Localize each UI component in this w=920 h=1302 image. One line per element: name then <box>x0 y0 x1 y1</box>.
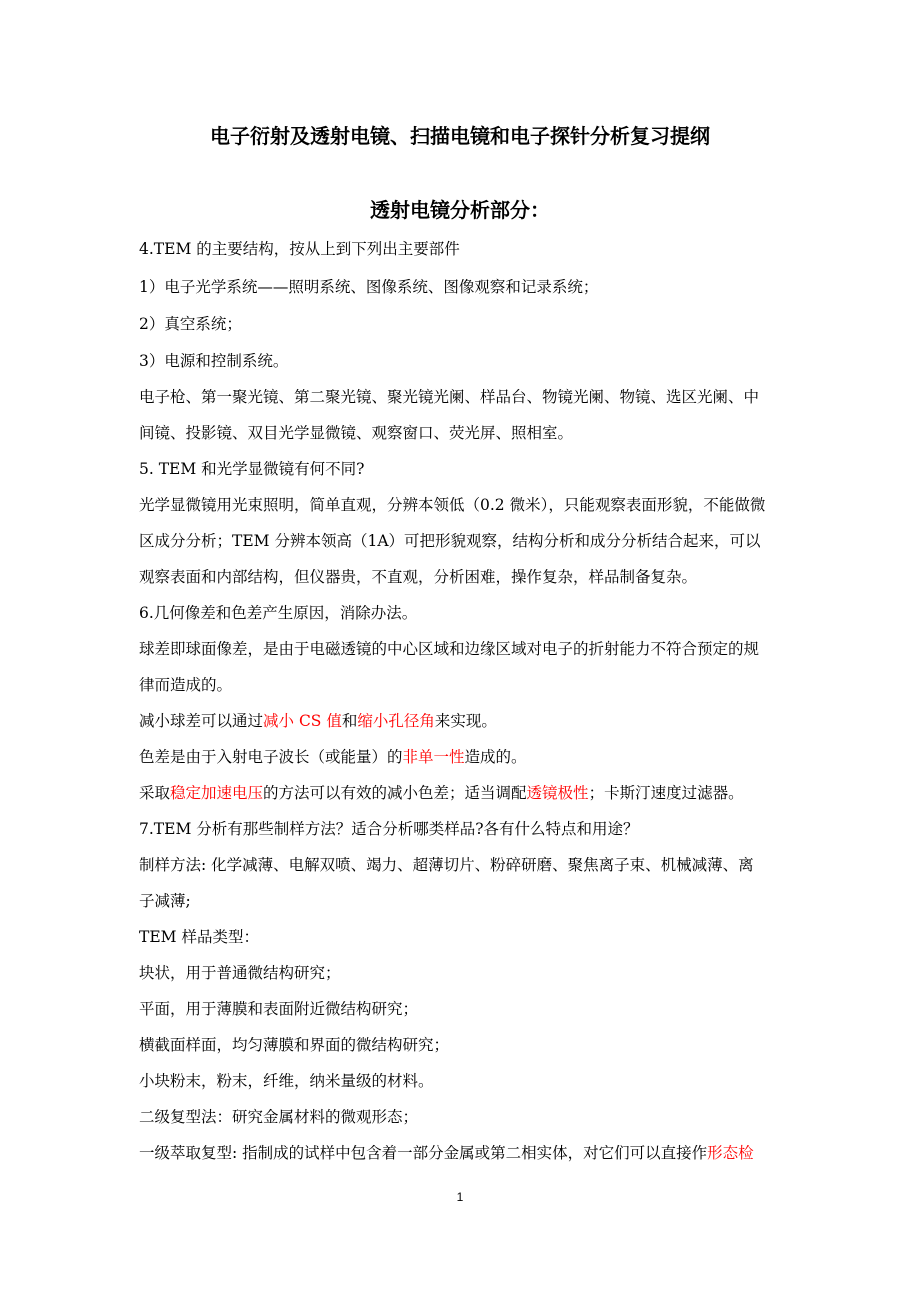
paragraph-line: 2）真空系统； <box>139 315 242 333</box>
paragraph-line: 横截面样面，均匀薄膜和界面的微结构研究； <box>139 1036 450 1054</box>
highlight-text: 稳定加速电压 <box>170 784 264 802</box>
question-6-heading: 6.几何像差和色差产生原因，消除办法。 <box>139 604 418 622</box>
text-run: ；卡斯汀速度过滤器。 <box>588 784 744 802</box>
section-title: 透射电镜分析部分： <box>370 198 550 222</box>
highlight-text: 缩小孔径角 <box>357 712 435 730</box>
paragraph-line: 子减薄; <box>139 892 191 910</box>
text-run: 一级萃取复型: 指制成的试样中包含着一部分金属或第二相实体，对它们可以直接作 <box>139 1144 708 1162</box>
text-run: 和 <box>341 712 358 730</box>
paragraph-line <box>139 710 784 732</box>
highlight-text: 非单一性 <box>402 748 465 766</box>
paragraph-line <box>139 746 784 768</box>
paragraph-line: 3）电源和控制系统。 <box>139 352 289 370</box>
question-7-heading: 7.TEM 分析有那些制样方法？适合分析哪类样品?各有什么特点和用途？ <box>139 820 639 838</box>
text-run: 来实现。 <box>434 712 497 730</box>
highlight-text: 透镜极性 <box>526 784 589 802</box>
document-title: 电子衍射及透射电镜、扫描电镜和电子探针分析复习提纲 <box>210 124 710 148</box>
paragraph-line <box>139 782 784 804</box>
paragraph-line: 电子枪、第一聚光镜、第二聚光镜、聚光镜光阑、样品台、物镜光阑、物镜、选区光阑、中 <box>139 388 760 406</box>
paragraph-line: TEM 样品类型： <box>139 928 259 946</box>
paragraph-line: 律而造成的。 <box>139 676 233 694</box>
paragraph-line <box>139 1142 784 1164</box>
text-run: 色差是由于入射电子波长（或能量）的 <box>139 748 403 766</box>
question-4-heading: 4.TEM 的主要结构，按从上到下列出主要部件 <box>139 240 460 258</box>
paragraph-line: 1）电子光学系统——照明系统、图像系统、图像观察和记录系统； <box>139 278 599 296</box>
highlight-text: 形态检 <box>707 1144 754 1162</box>
paragraph-line: 间镜、投影镜、双目光学显微镜、观察窗口、荧光屏、照相室。 <box>139 424 574 442</box>
paragraph-line: 制样方法: 化学减薄、电解双喷、竭力、超薄切片、粉碎研磨、聚焦离子束、机械减薄、离 <box>139 856 754 874</box>
text-run: 减小球差可以通过 <box>139 712 264 730</box>
question-5-heading: 5. TEM 和光学显微镜有何不同? <box>139 460 365 478</box>
paragraph-line: 平面，用于薄膜和表面附近微结构研究； <box>139 1000 419 1018</box>
paragraph-line: 二级复型法：研究金属材料的微观形态； <box>139 1108 419 1126</box>
paragraph-line: 小块粉末，粉末，纤维，纳米量级的材料。 <box>139 1072 434 1090</box>
paragraph-line: 观察表面和内部结构，但仪器贵，不直观，分析困难，操作复杂，样品制备复杂。 <box>139 568 698 586</box>
text-run: 采取 <box>139 784 171 802</box>
text-run: 造成的。 <box>464 748 527 766</box>
page-number: 1 <box>456 1190 464 1204</box>
paragraph-line: 球差即球面像差，是由于电磁透镜的中心区域和边缘区域对电子的折射能力不符合预定的规 <box>139 640 760 658</box>
paragraph-line: 块状，用于普通微结构研究； <box>139 964 341 982</box>
paragraph-line: 区成分分析；TEM 分辨本领高（1A）可把形貌观察，结构分析和成分分析结合起来，可以 <box>139 532 761 550</box>
paragraph-line: 光学显微镜用光束照明，简单直观，分辨本领低（0.2 微米），只能观察表面形貌，不能做微 <box>139 496 766 514</box>
highlight-text: 减小 CS 值 <box>263 712 342 730</box>
text-run: 的方法可以有效的减小色差；适当调配 <box>263 784 527 802</box>
